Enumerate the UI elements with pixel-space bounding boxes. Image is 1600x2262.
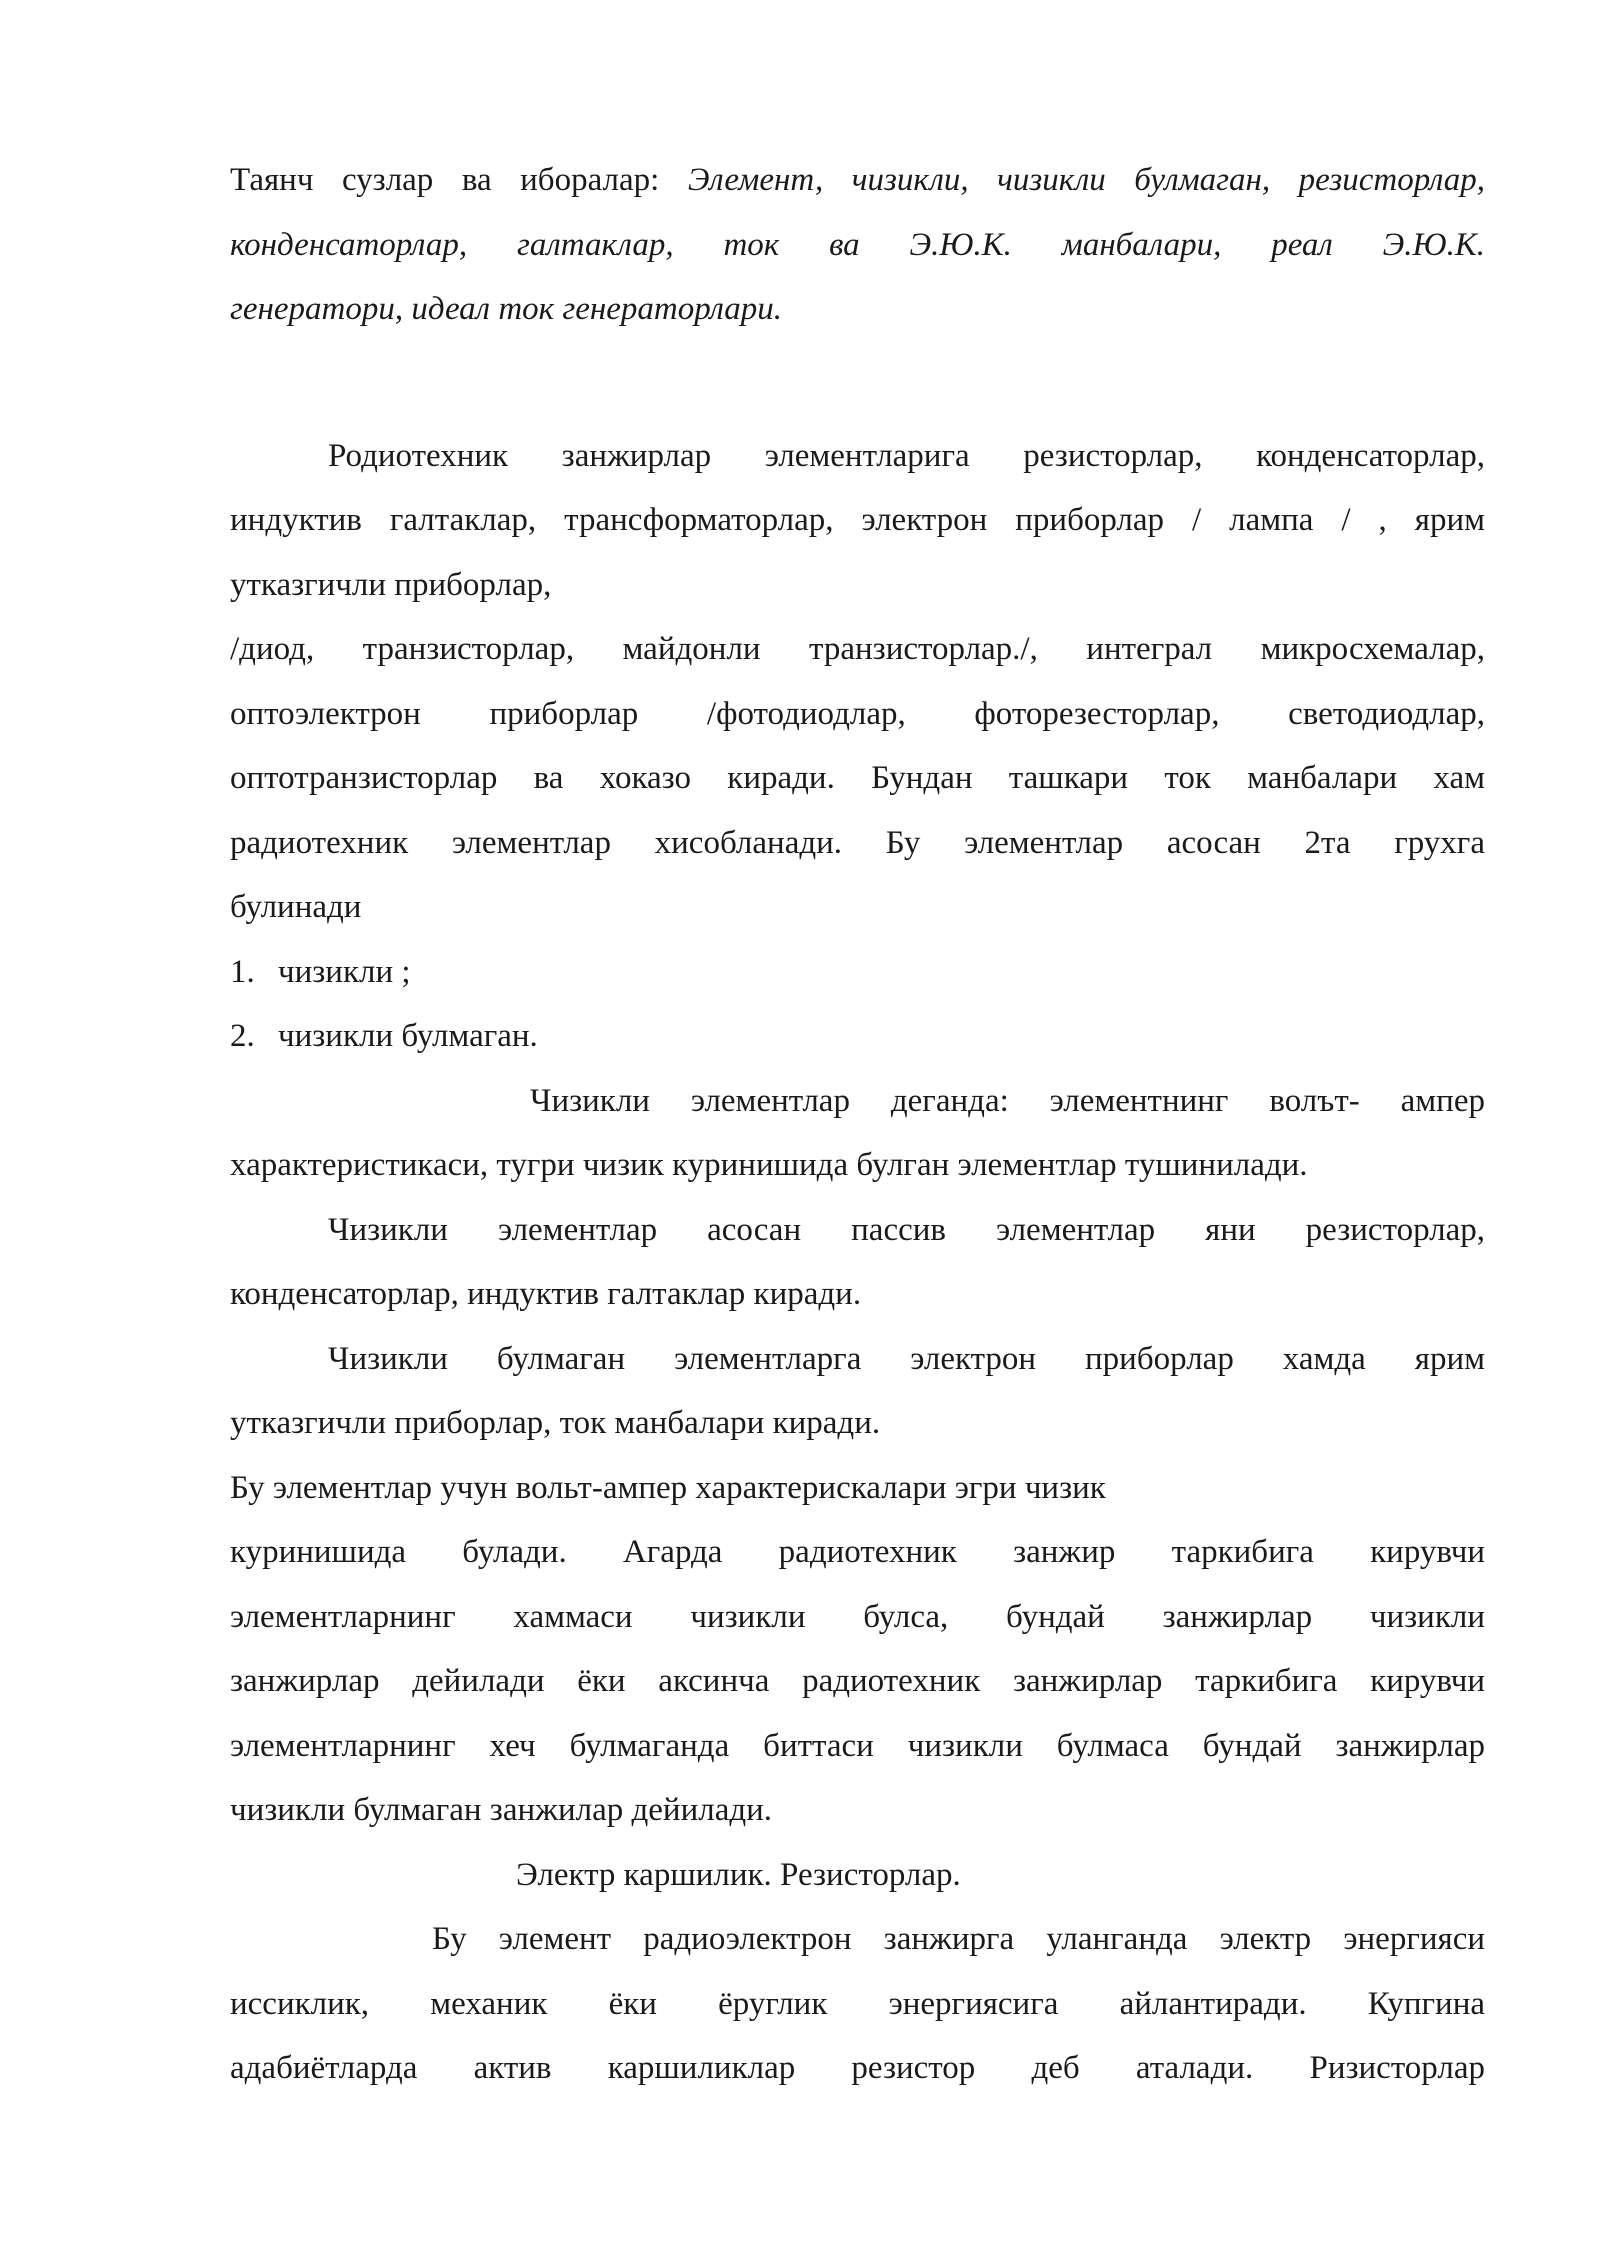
paragraph-5-line-2: иссиклик, механик ёки ёруглик энергиясига айлантиради. Купгина: [230, 1985, 1485, 2022]
paragraph-2-line-2: характеристикаси, тугри чизик куринишида булган элементлар тушинилади.: [230, 1147, 1308, 1183]
paragraph-4-line-3: Бу элементлар учун вольт-ампер характерискалари эгри чизик: [230, 1469, 1106, 1506]
paragraph-1-line-8: булинади: [230, 889, 362, 925]
list-item-number: 2.: [230, 1018, 255, 1054]
paragraph-4-line-1: Чизикли булмаган элементларга электрон приборлар хамда ярим: [328, 1340, 1485, 1377]
paragraph-4-line-4: куринишида булади. Агарда радиотехник занжир таркибига кирувчи: [230, 1534, 1485, 1570]
paragraph-4-line-5: элементларнинг хаммаси чизикли булса, бундай занжирлар чизикли: [230, 1598, 1485, 1635]
paragraph-2-line-1: Чизикли элементлар деганда: элементнинг волът- ампер: [530, 1082, 1485, 1119]
paragraph-1-line-4: /диод, транзисторлар, майдонли транзисторлар./, интеграл микросхемалар,: [230, 631, 1485, 667]
paragraph-4-line-2: утказгичли приборлар, ток манбалари киради.: [230, 1405, 881, 1441]
list-item-number: 1.: [230, 953, 255, 990]
keywords-line-3: генератори, идеал ток генераторлари.: [230, 291, 782, 327]
paragraph-1-line-1: Родиотехник занжирлар элементларига резисторлар, конденсаторлар,: [328, 437, 1485, 474]
keywords-line-2: конденсаторлар, галтаклар, ток ва Э.Ю.К. манбалари, реал Э.Ю.К.: [230, 226, 1485, 263]
spacer: [230, 342, 1485, 424]
paragraph-3: [230, 1198, 1485, 1327]
list-item-text: чизикли ;: [278, 953, 411, 990]
keywords-label: Таянч сузлар ва иборалар:: [230, 162, 660, 198]
paragraph-2: [230, 1069, 1485, 1198]
keywords-terms-1: Элемент, чизикли, чизикли булмаган, резисторлар,: [687, 162, 1486, 198]
list-item-text: чизикли булмаган.: [278, 1018, 538, 1054]
numbered-list: [230, 940, 1485, 1069]
paragraph-3-line-2: конденсаторлар, индуктив галтаклар киради.: [230, 1276, 862, 1312]
keywords-line-1: [230, 148, 1485, 213]
paragraph-5-line-3: адабиётларда актив каршиликлар резистор деб аталади. Ризисторлар: [230, 2050, 1485, 2086]
paragraph-1-line-5: оптоэлектрон приборлар /фотодиодлар, фоторезесторлар, светодиодлар,: [230, 695, 1485, 732]
paragraph-1-line-6: оптотранзисторлар ва хоказо киради. Бундан ташкари ток манбалари хам: [230, 760, 1485, 796]
paragraph-4: [230, 1327, 1485, 1843]
paragraph-1: [230, 424, 1485, 940]
paragraph-5-line-1: Бу элемент радиоэлектрон занжирга уланганда электр энергияси: [432, 1921, 1485, 1957]
paragraph-1-line-2: индуктив галтаклар, трансформаторлар, электрон приборлар / лампа / , ярим: [230, 502, 1485, 538]
keywords-block: [230, 148, 1485, 342]
paragraph-3-line-1: Чизикли элементлар асосан пассив элементлар яни резисторлар,: [328, 1211, 1485, 1248]
paragraph-5: [230, 1907, 1485, 2101]
paragraph-1-line-3: утказгичли приборлар,: [230, 566, 552, 603]
paragraph-1-line-7: радиотехник элементлар хисобланади. Бу элементлар асосан 2та грухга: [230, 824, 1485, 861]
paragraph-4-line-8: чизикли булмаган занжилар дейилади.: [230, 1792, 773, 1828]
list-item: [230, 940, 1485, 1005]
paragraph-4-line-6: занжирлар дейилади ёки аксинча радиотехник занжирлар таркибига кирувчи: [230, 1663, 1485, 1699]
list-item: [230, 1004, 1485, 1069]
paragraph-4-line-7: элементларнинг хеч булмаганда биттаси чизикли булмаса бундай занжирлар: [230, 1727, 1485, 1764]
section-heading: Электр каршилик. Резисторлар.: [516, 1856, 961, 1893]
document-page: [230, 148, 1485, 2101]
